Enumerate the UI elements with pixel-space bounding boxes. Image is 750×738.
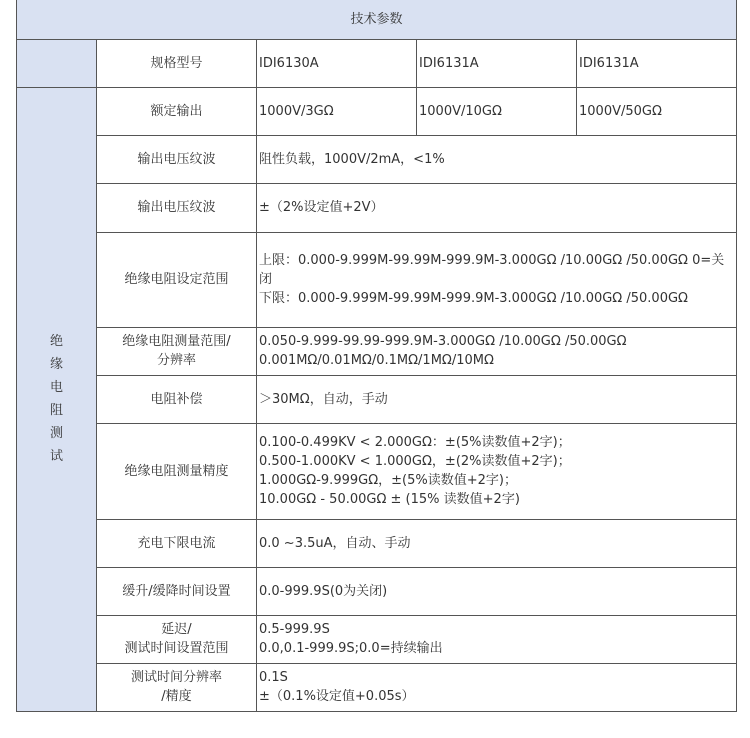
row-value: ＞30MΩ，自动，手动: [257, 375, 737, 423]
row-label: 输出电压纹波: [97, 183, 257, 232]
row-value: 0.050-9.999-99.99-999.9M-3.000GΩ /10.00GΩ /50.00GΩ 0.001MΩ/0.01MΩ/0.1MΩ/1MΩ/10MΩ: [257, 327, 737, 375]
model-1: IDI6130A: [257, 39, 417, 87]
row-label: 绝缘电阻测量范围/ 分辨率: [97, 327, 257, 375]
row-label: 充电下限电流: [97, 519, 257, 567]
row-label: 输出电压纹波: [97, 135, 257, 183]
row-label: 电阻补偿: [97, 375, 257, 423]
row-value: 0.0-999.9S(0为关闭): [257, 567, 737, 615]
rated-3: 1000V/50GΩ: [577, 87, 737, 135]
row-label: 绝缘电阻设定范围: [97, 232, 257, 327]
model-3: IDI6131A: [577, 39, 737, 87]
blank-cell: [17, 39, 97, 87]
model-2: IDI6131A: [417, 39, 577, 87]
row-value: 0.1S ±（0.1%设定值+0.05s）: [257, 663, 737, 711]
rated-label: 额定输出: [97, 87, 257, 135]
row-value: 阻性负载，1000V/2mA，<1%: [257, 135, 737, 183]
row-value: 0.5-999.9S 0.0,0.1-999.9S;0.0=持续输出: [257, 615, 737, 663]
rated-2: 1000V/10GΩ: [417, 87, 577, 135]
rated-1: 1000V/3GΩ: [257, 87, 417, 135]
row-label: 延迟/ 测试时间设置范围: [97, 615, 257, 663]
model-label: 规格型号: [97, 39, 257, 87]
row-value: 0.0 ~3.5uA，自动、手动: [257, 519, 737, 567]
row-value: ±（2%设定值+2V）: [257, 183, 737, 232]
table-title: 技术参数: [17, 0, 737, 39]
spec-table: [16, 0, 737, 712]
row-value: 0.100-0.499KV < 2.000GΩ：±(5%读数值+2字)； 0.500-1.000KV < 1.000GΩ，±(2%读数值+2字)； 1.000GΩ-9.999GΩ，±(5%读数值+2字)； 10.00GΩ - 50.00GΩ ± (15% 读数值+2字): [257, 423, 737, 519]
row-label: 绝缘电阻测量精度: [97, 423, 257, 519]
row-value: 上限：0.000-9.999M-99.99M-999.9M-3.000GΩ /10.00GΩ /50.00GΩ 0=关闭 下限：0.000-9.999M-99.99M-999.9M-3.000GΩ /10.00GΩ /50.00GΩ: [257, 232, 737, 327]
row-label: 测试时间分辨率 /精度: [97, 663, 257, 711]
row-label: 缓升/缓降时间设置: [97, 567, 257, 615]
group-label: 绝 缘 电 阻 测 试: [17, 87, 97, 711]
